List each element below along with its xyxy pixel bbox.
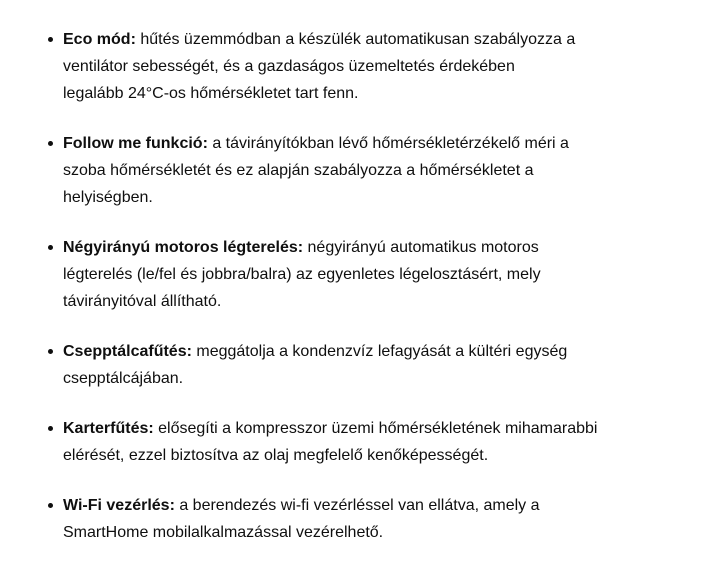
feature-text: meggátolja a kondenzvíz lefagyását a kültéri egység [191,343,568,360]
feature-line [63,338,700,365]
feature-text: négyirányú automatikus motoros [303,239,539,256]
feature-line: helyiségben. [63,189,153,206]
bullet-icon [48,503,53,508]
feature-line: elérését, ezzel biztosítva az olaj megfelelő kenőképességét. [63,447,489,464]
list-item-follow-me [63,130,700,211]
bullet-icon [48,245,53,250]
feature-title: Karterfűtés: [63,420,154,437]
list-item-wifi-control [63,492,700,546]
feature-title: Eco mód: [63,31,136,48]
feature-line [63,26,700,53]
feature-text: elősegíti a kompresszor üzemi hőmérsékletének mihamarabbi [153,420,598,437]
feature-title: Négyirányú motoros légterelés: [63,239,304,256]
feature-line: SmartHome mobilalkalmazással vezérelhető. [63,524,384,541]
feature-text: hűtés üzemmódban a készülék automatikusan szabályozza a [135,31,576,48]
feature-title: Csepptálcafűtés: [63,343,192,360]
feature-line: ventilátor sebességét, és a gazdaságos üzemeltetés érdekében [63,58,515,75]
bullet-icon [48,349,53,354]
feature-line: szoba hőmérsékletét és ez alapján szabályozza a hőmérsékletet a [63,162,534,179]
feature-text: a távirányítókban lévő hőmérsékletérzékelő méri a [207,135,569,152]
feature-line [63,130,700,157]
list-item-four-way-louver [63,234,700,315]
list-item-crankcase-heating [63,415,700,469]
list-item-eco-mode [63,26,700,107]
bullet-icon [48,37,53,42]
feature-line: távirányitóval állítható. [63,293,222,310]
bullet-icon [48,141,53,146]
feature-line [63,492,700,519]
feature-line: legalább 24°C-os hőmérsékletet tart fenn. [63,85,359,102]
feature-line [63,234,700,261]
feature-title: Follow me funkció: [63,135,208,152]
feature-line: légterelés (le/fel és jobbra/balra) az egyenletes légelosztásért, mely [63,266,541,283]
feature-title: Wi-Fi vezérlés: [63,497,175,514]
feature-line: csepptálcájában. [63,370,184,387]
feature-text: a berendezés wi-fi vezérléssel van ellátva, amely a [174,497,540,514]
list-item-drip-tray-heating [63,338,700,392]
feature-line [63,415,700,442]
bullet-icon [48,426,53,431]
